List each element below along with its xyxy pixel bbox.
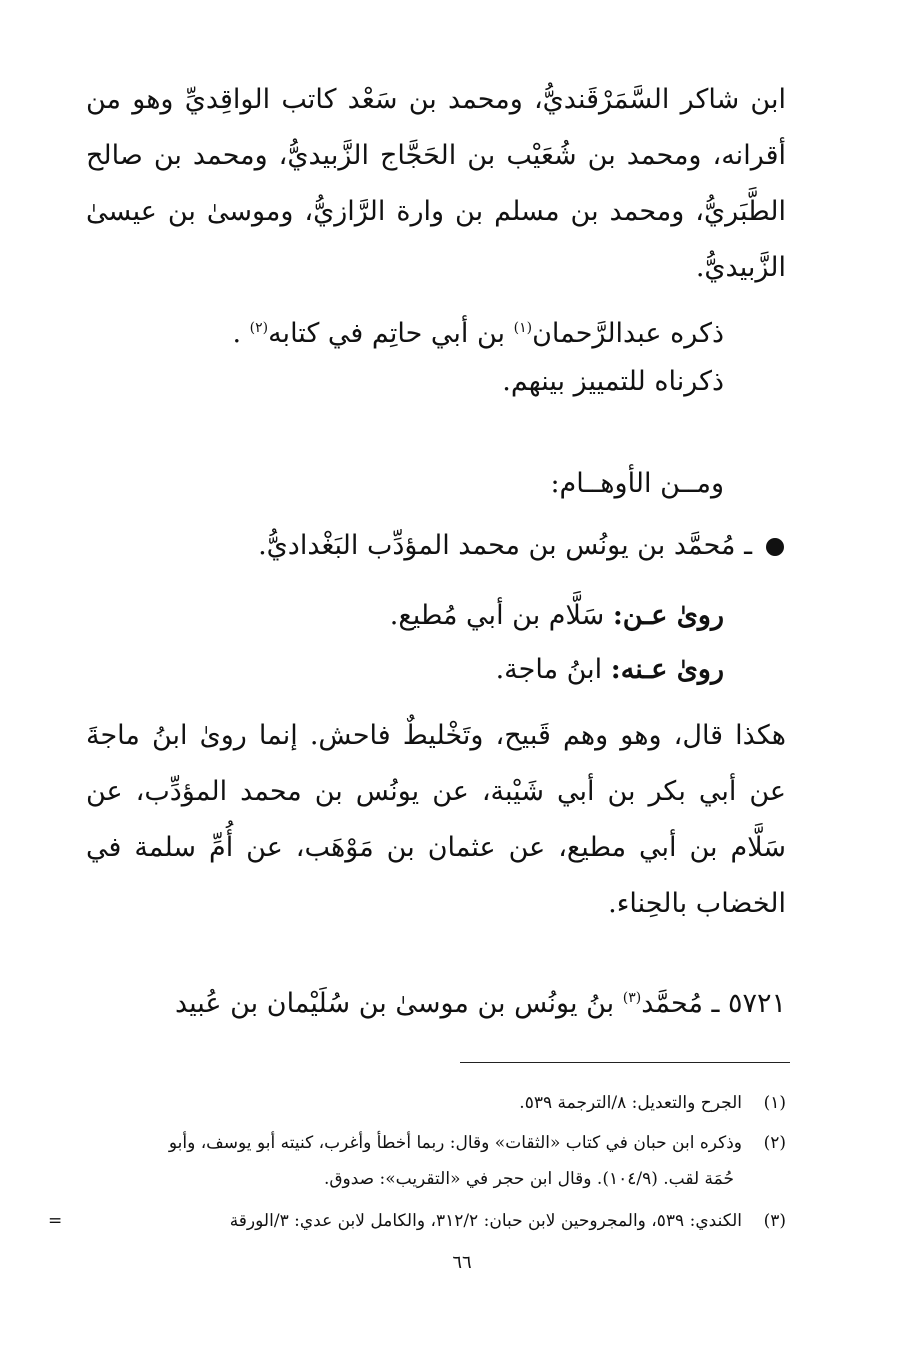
footnote-1-text: الجرح والتعديل: ٨/الترجمة ٥٣٩. — [519, 1093, 742, 1113]
errors-heading: ومــن الأوهــام: — [550, 468, 724, 499]
entry-5721 — [175, 978, 786, 1024]
narrated-from-value: سَلَّام بن أبي مُطيع. — [389, 600, 613, 631]
narrated-from-line — [390, 596, 724, 636]
footnote-3 — [86, 1206, 786, 1236]
entry-title-line — [258, 526, 784, 566]
mention-before: ذكره عبدالرَّحمان — [532, 318, 724, 349]
mention-middle: بن أبي حاتِم في كتابه — [268, 318, 514, 349]
narrated-by-line — [496, 650, 724, 690]
footnote-divider — [460, 1062, 790, 1063]
footnote-ref-3: (٣) — [622, 990, 642, 1006]
footnote-2-number: (٢) — [763, 1133, 786, 1153]
footnote-2 — [86, 1128, 786, 1158]
entry-title: ـ مُحمَّد بن يونُس بن محمد المؤدِّب البَغْداديُّ. — [258, 530, 752, 561]
footnote-1 — [86, 1088, 786, 1118]
entry-5721-after: بنُ يونُس بن موسىٰ بن سُلَيْمان بن عُبيد — [174, 988, 623, 1019]
footnote-1-number: (١) — [763, 1093, 786, 1113]
paragraph-correction: هكذا قال، وهو وهم قَبيح، وتَخْليطٌ فاحش. إنما روىٰ ابنُ ماجةَ عن أبي بكر بن أبي شَيْبة، عن يونُس بن محمد المؤدِّب، عن سَلَّام بن أبي مطيع، عن عثمان بن مَوْهَب، عن أُمِّ سلمة في الخضاب بالحِناء. — [86, 720, 786, 919]
continuation-mark: = — [48, 1211, 63, 1231]
distinguish-line: ذكرناه للتمييز بينهم. — [502, 366, 724, 397]
footnote-3-number: (٣) — [763, 1211, 786, 1231]
narrated-from-label: روىٰ عـن: — [612, 600, 724, 631]
paragraph-scholars-list: ابن شاكر السَّمَرْقَنديُّ، ومحمد بن سَعْد كاتب الواقِديِّ وهو من أقرانه، ومحمد بن شُعَيْب بن الحَجَّاج الزَّبيديُّ، ومحمد بن صالح الطَّبَريُّ، ومحمد بن مسلم بن وارة الرَّازيُّ، وموسىٰ بن عيسىٰ الزَّبيديُّ. — [86, 84, 786, 283]
mention-after: . — [232, 318, 250, 349]
footnote-3-text: الكندي: ٥٣٩، والمجروحين لابن حبان: ٣١٢/٢، والكامل لابن عدي: ٣/الورقة — [229, 1211, 742, 1231]
bullet-icon — [766, 538, 784, 556]
footnote-ref-1: (١) — [513, 320, 533, 336]
footnote-ref-2: (٢) — [249, 320, 269, 336]
narrated-by-label: روىٰ عـنه: — [610, 654, 724, 685]
narrated-by-value: ابنُ ماجة. — [495, 654, 611, 685]
footnote-2-continuation: حُمَة لقب. (١٠٤/٩). وقال ابن حجر في «التقريب»: صدوق. — [323, 1169, 734, 1189]
mention-line — [232, 308, 724, 354]
entry-5721-before: ٥٧٢١ ـ مُحمَّد — [641, 988, 786, 1019]
footnote-2-text: وذكره ابن حبان في كتاب «الثقات» وقال: ربما أخطأ وأغرب، كنيته أبو يوسف، وأبو — [168, 1133, 742, 1153]
page-number: ٦٦ — [452, 1252, 472, 1273]
